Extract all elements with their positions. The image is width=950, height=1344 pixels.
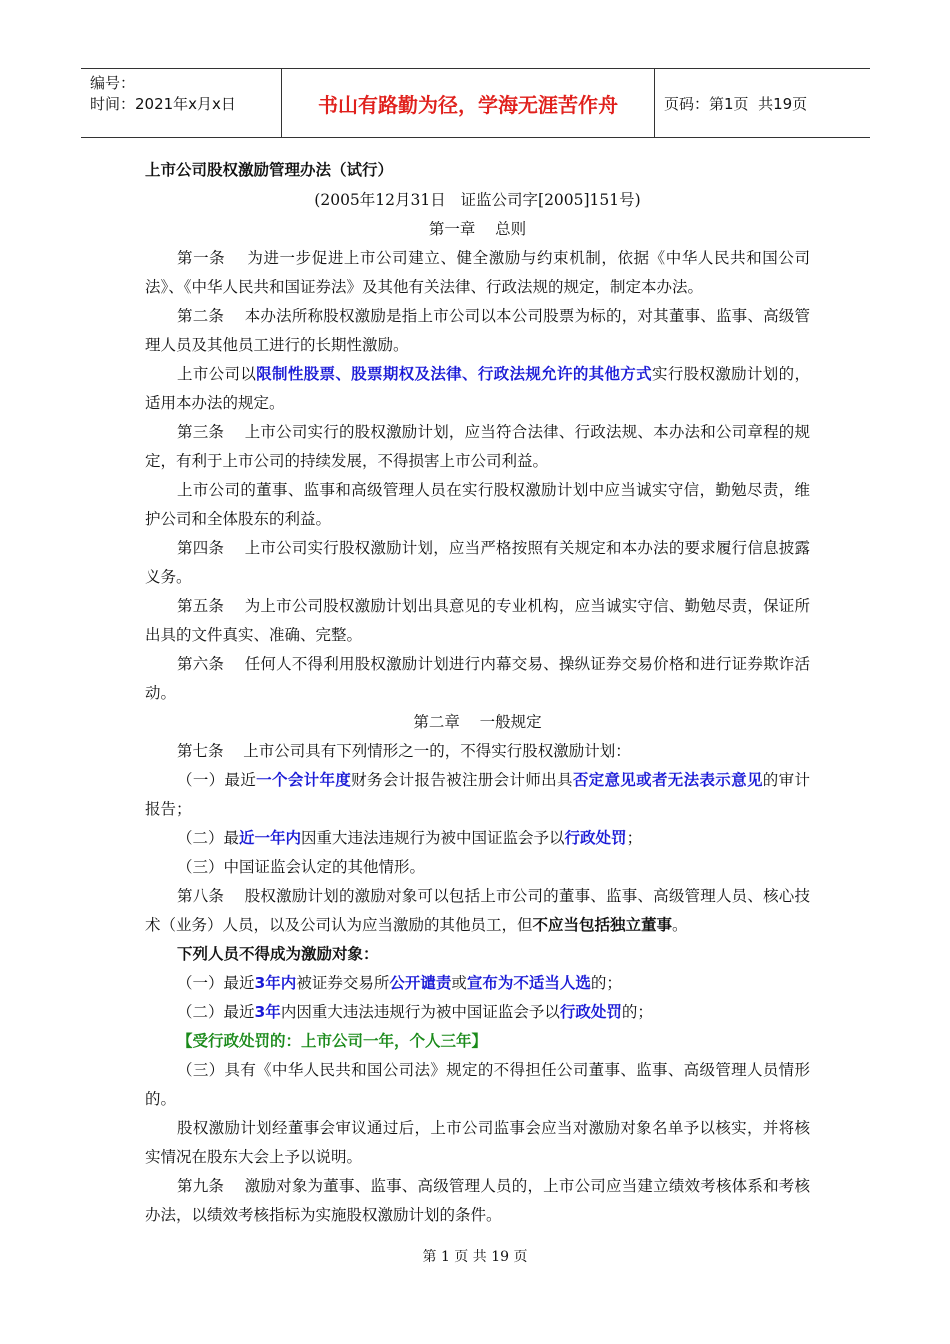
document-number-label: 编号： xyxy=(90,74,136,92)
article-text: 激励对象为董事、监事、高级管理人员的，上市公司应当建立绩效考核体系和考核办法，以绩效考核指标为实施股权激励计划的条件。 xyxy=(145,1177,810,1224)
highlight-text: 行政处罚 xyxy=(564,829,627,847)
text-segment: 内因重大违法违规行为被中国证监会予以 xyxy=(280,1003,560,1021)
bold-text: 不应当包括独立董事 xyxy=(532,916,673,934)
text-segment: 财务会计报告被注册会计师出具 xyxy=(351,771,573,789)
page-header xyxy=(81,68,870,138)
article-text: 本办法所称股权激励是指上市公司以本公司股票为标的，对其董事、监事、高级管理人员及其他员工进行的长期性激励。 xyxy=(145,307,810,354)
highlight-text: 3年 xyxy=(254,1003,281,1021)
article-1 xyxy=(145,244,810,302)
page-info-text: 页码：第1页 共19页 xyxy=(664,94,808,113)
article-5 xyxy=(145,592,810,650)
article-text: 上市公司具有下列情形之一的，不得实行股权激励计划： xyxy=(243,742,631,760)
page-footer: 第 1 页 共 19 页 xyxy=(422,1249,528,1265)
highlight-text: 公开谴责 xyxy=(389,974,452,992)
article-7-item-2 xyxy=(145,824,810,853)
text-segment: ； xyxy=(626,829,643,847)
header-meta xyxy=(81,69,282,137)
article-8-item-1 xyxy=(145,969,810,998)
highlight-text: 近一年内 xyxy=(239,829,302,847)
article-6 xyxy=(145,650,810,708)
article-label: 第四条 xyxy=(177,539,225,557)
article-label: 第七条 xyxy=(177,742,224,760)
article-label: 第五条 xyxy=(177,597,225,615)
text-segment: 实行股权激励计划的，适用本办法的规定。 xyxy=(145,365,810,412)
article-4 xyxy=(145,534,810,592)
highlight-text: 一个会计年度 xyxy=(256,771,352,789)
text-segment: （一）最近 xyxy=(177,974,255,992)
article-label: 第八条 xyxy=(177,887,225,905)
text-segment: 的审计报告； xyxy=(145,771,810,818)
chapter-2-heading: 第二章 一般规定 xyxy=(413,713,542,731)
article-2-paragraph xyxy=(145,360,810,418)
article-text: 为上市公司股权激励计划出具意见的专业机构，应当诚实守信、勤勉尽责，保证所出具的文件真实、准确、完整。 xyxy=(145,597,810,644)
article-8 xyxy=(145,882,810,940)
article-text: 任何人不得利用股权激励计划进行内幕交易、操纵证券交易价格和进行证券欺诈活动。 xyxy=(145,655,810,702)
article-8-subheading: 下列人员不得成为激励对象： xyxy=(177,945,379,963)
article-3 xyxy=(145,418,810,476)
highlight-text: 行政处罚 xyxy=(559,1003,622,1021)
highlight-text: 3年内 xyxy=(254,974,297,992)
article-label: 第六条 xyxy=(177,655,225,673)
article-text: 上市公司实行的股权激励计划，应当符合法律、行政法规、本办法和公司章程的规定，有利于上市公司的持续发展，不得损害上市公司利益。 xyxy=(145,423,810,470)
text-segment: （一）最近 xyxy=(177,771,257,789)
text-segment: 或 xyxy=(451,974,467,992)
text-segment: 上市公司以 xyxy=(177,365,257,383)
article-2 xyxy=(145,302,810,360)
text-segment: 的； xyxy=(590,974,622,992)
text-segment: 的； xyxy=(621,1003,653,1021)
article-label: 第二条 xyxy=(177,307,225,325)
article-7-item-3: （三）中国证监会认定的其他情形。 xyxy=(177,858,426,876)
header-page-info xyxy=(655,69,870,137)
article-8-note: 【受行政处罚的：上市公司一年，个人三年】 xyxy=(177,1032,488,1050)
document-title: 上市公司股权激励管理办法（试行） xyxy=(145,161,394,179)
article-7 xyxy=(145,737,810,766)
highlight-text: 宣布为不适当人选 xyxy=(466,974,591,992)
document-body xyxy=(145,156,810,1230)
article-label: 第三条 xyxy=(177,423,225,441)
document-subtitle: (2005年12月31日 证监公司字[2005]151号) xyxy=(314,191,641,209)
article-label: 第一条 xyxy=(177,249,226,267)
document-date-label: 时间：2021年x月x日 xyxy=(90,95,236,113)
chapter-1-heading: 第一章 总则 xyxy=(428,220,527,238)
article-8-item-2 xyxy=(145,998,810,1027)
highlight-text: 否定意见或者无法表示意见 xyxy=(572,771,763,789)
article-text: 为进一步促进上市公司建立、健全激励与约束机制，依据《中华人民共和国公司法》、《中华人民共和国证券法》及其他有关法律、行政法规的规定，制定本办法。 xyxy=(145,249,810,296)
article-7-item-1 xyxy=(145,766,810,824)
text-segment: （二）最 xyxy=(177,829,240,847)
article-label: 第九条 xyxy=(177,1177,225,1195)
article-8-paragraph: 股权激励计划经董事会审议通过后，上市公司监事会应当对激励对象名单予以核实，并将核实情况在股东大会上予以说明。 xyxy=(145,1119,810,1166)
header-motto: 书山有路勤为径，学海无涯苦作舟 xyxy=(282,69,655,137)
highlight-text: 限制性股票、股票期权及法律、行政法规允许的其他方式 xyxy=(256,365,652,383)
article-9 xyxy=(145,1172,810,1230)
article-3-paragraph: 上市公司的董事、监事和高级管理人员在实行股权激励计划中应当诚实守信，勤勉尽责，维护公司和全体股东的利益。 xyxy=(145,481,810,528)
text-segment: 。 xyxy=(672,916,688,934)
text-segment: （二）最近 xyxy=(177,1003,255,1021)
article-text: 上市公司实行股权激励计划，应当严格按照有关规定和本办法的要求履行信息披露义务。 xyxy=(145,539,810,586)
article-text: 股权激励计划的激励对象可以包括上市公司的董事、监事、高级管理人员、核心技术（业务）人员，以及公司认为应当激励的其他员工，但 xyxy=(145,887,810,934)
text-segment: 被证券交易所 xyxy=(296,974,390,992)
text-segment: 因重大违法违规行为被中国证监会予以 xyxy=(301,829,565,847)
article-8-item-3: （三）具有《中华人民共和国公司法》规定的不得担任公司董事、监事、高级管理人员情形的。 xyxy=(145,1061,810,1108)
